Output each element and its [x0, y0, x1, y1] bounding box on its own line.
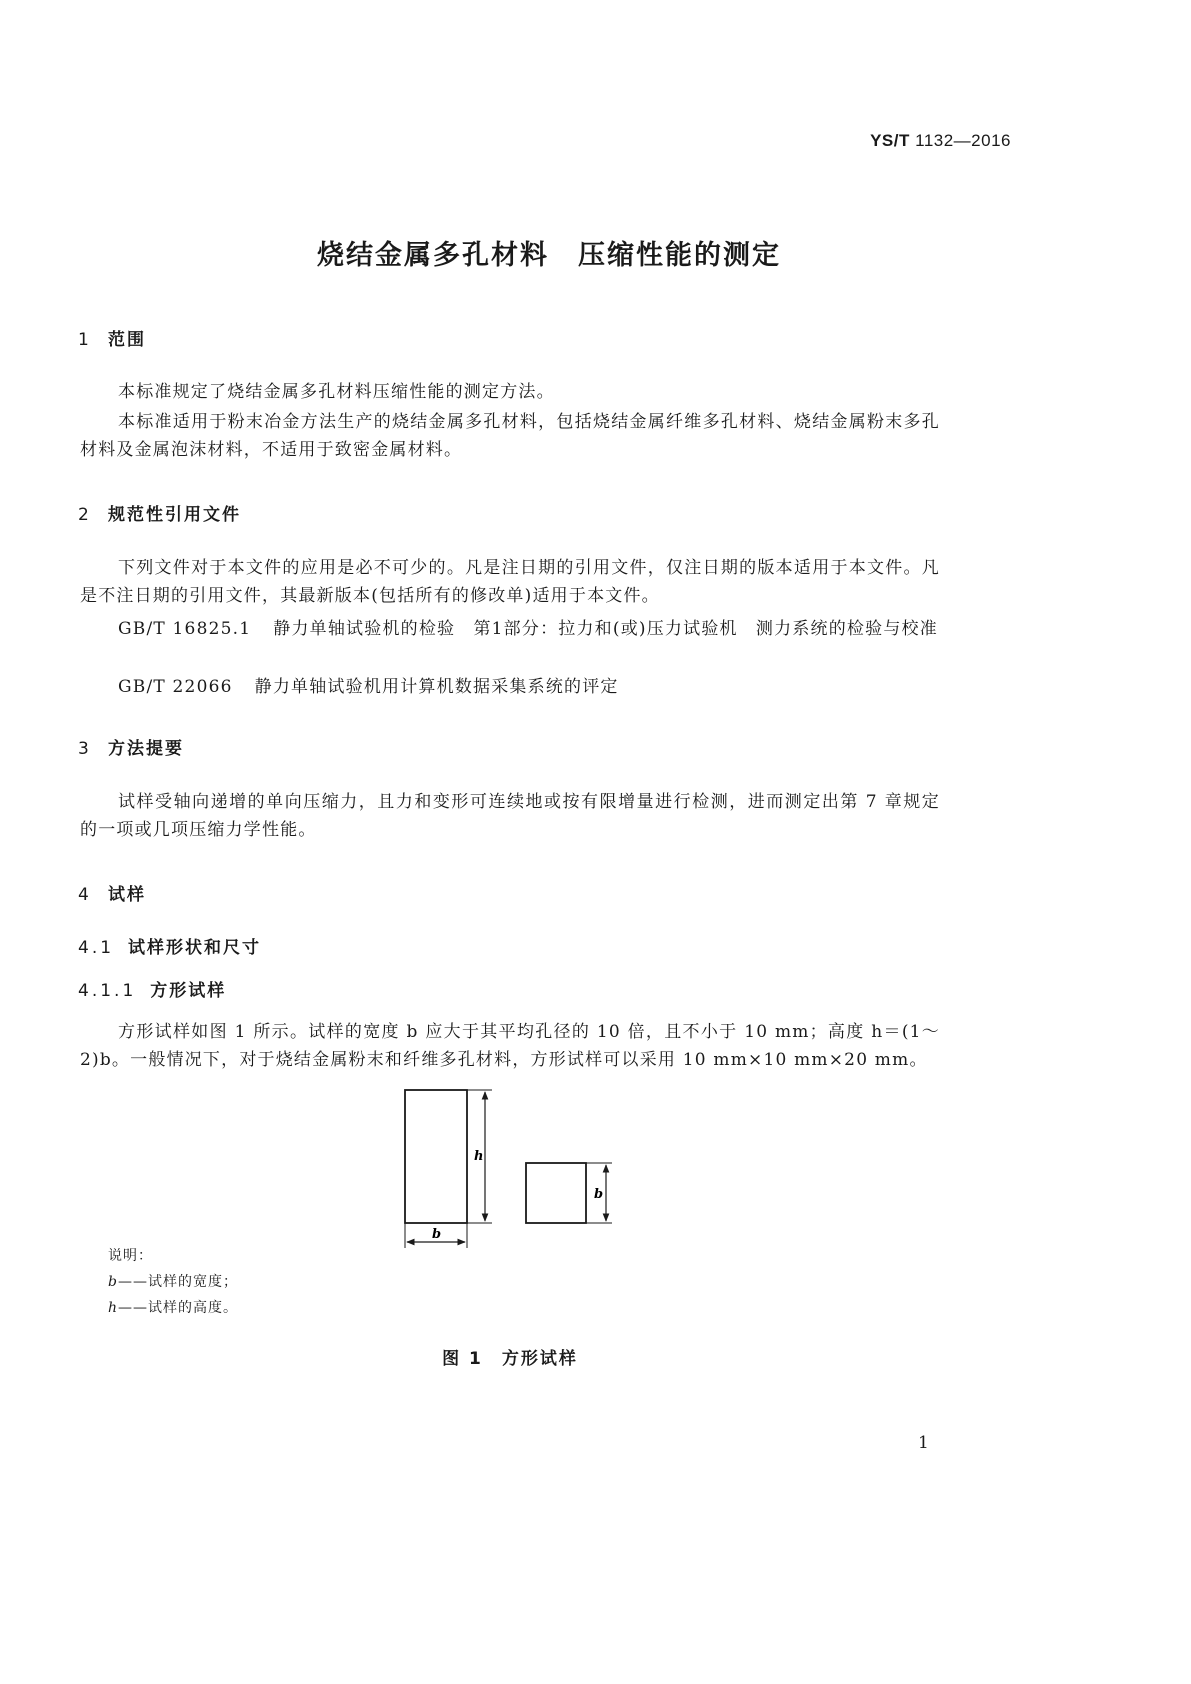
legend-text: ——试样的高度。 — [118, 1300, 239, 1316]
legend-text: ——试样的宽度； — [117, 1274, 238, 1290]
reference-code: GB/T 16825.1 — [118, 619, 252, 639]
section-4-1-1-title: 方形试样 — [150, 981, 227, 1001]
section-3-paragraph-1: 试样受轴向递增的单向压缩力，且力和变形可连续地或按有限增量进行检测，进而测定出第 7 章规定的一项或几项压缩力学性能。 — [80, 792, 940, 840]
section-4-number: 4 — [78, 885, 91, 905]
normative-reference-2 — [80, 673, 940, 701]
section-4-1-1-heading — [78, 976, 226, 1001]
standard-year: 1132—2016 — [915, 131, 1011, 150]
section-4-heading — [78, 880, 146, 905]
legend-title: 说明： — [108, 1248, 153, 1264]
h-dimension-label: h — [474, 1149, 484, 1164]
section-4-1-title: 试样形状和尺寸 — [128, 938, 262, 958]
section-3-number: 3 — [78, 739, 91, 759]
figure-1-caption: 图 1 方形试样 — [442, 1349, 578, 1369]
reference-title: 静力单轴试验机的检验 第1部分：拉力和(或)压力试验机 测力系统的检验与校准 — [273, 619, 938, 639]
section-2-heading — [78, 500, 241, 525]
b-dimension-label-bottom: b — [432, 1227, 442, 1242]
section-2-number: 2 — [78, 505, 91, 525]
square-specimen-outline — [526, 1163, 586, 1223]
section-4-1-1-paragraph-1: 方形试样如图 1 所示。试样的宽度 b 应大于其平均孔径的 10 倍，且不小于 10 mm；高度 h＝(1～2)b。一般情况下，对于烧结金属粉末和纤维多孔材料，方形试样可以采用 10 mm×10 mm×20 mm。 — [80, 1022, 940, 1070]
section-1-title: 范围 — [108, 330, 146, 350]
section-2-paragraph-1: 下列文件对于本文件的应用是必不可少的。凡是注日期的引用文件，仅注日期的版本适用于本文件。凡是不注日期的引用文件，其最新版本(包括所有的修改单)适用于本文件。 — [80, 558, 940, 606]
tall-specimen-outline — [405, 1090, 467, 1223]
section-4-1-1-number: 4.1.1 — [78, 981, 137, 1001]
page-number: 1 — [918, 1433, 929, 1453]
legend-symbol: h — [108, 1300, 119, 1316]
section-4-1-number: 4.1 — [78, 938, 115, 958]
legend-item-h — [108, 1295, 238, 1321]
normative-reference-1 — [80, 615, 940, 643]
reference-code: GB/T 22066 — [118, 677, 233, 697]
reference-title: 静力单轴试验机用计算机数据采集系统的评定 — [254, 677, 619, 697]
section-3-heading — [78, 734, 184, 759]
section-1-paragraph-2: 本标准适用于粉末冶金方法生产的烧结金属多孔材料，包括烧结金属纤维多孔材料、烧结金属粉末多孔材料及金属泡沫材料，不适用于致密金属材料。 — [80, 412, 940, 460]
section-4-1-heading — [78, 933, 261, 958]
section-3-title: 方法提要 — [108, 739, 184, 759]
section-4-title: 试样 — [108, 885, 146, 905]
standard-number — [870, 131, 1011, 151]
section-1-heading — [78, 325, 146, 350]
document-title: 烧结金属多孔材料 压缩性能的测定 — [317, 240, 781, 271]
legend-symbol: b — [108, 1274, 118, 1290]
figure-legend — [108, 1243, 238, 1321]
legend-item-b — [108, 1269, 238, 1295]
section-2-title: 规范性引用文件 — [108, 505, 241, 525]
section-1-number: 1 — [78, 330, 91, 350]
figure-1-diagram — [390, 1080, 630, 1255]
b-dimension-label-side: b — [594, 1187, 604, 1202]
standard-code: YS/T — [870, 131, 910, 150]
section-1-paragraph-1: 本标准规定了烧结金属多孔材料压缩性能的测定方法。 — [118, 382, 555, 402]
